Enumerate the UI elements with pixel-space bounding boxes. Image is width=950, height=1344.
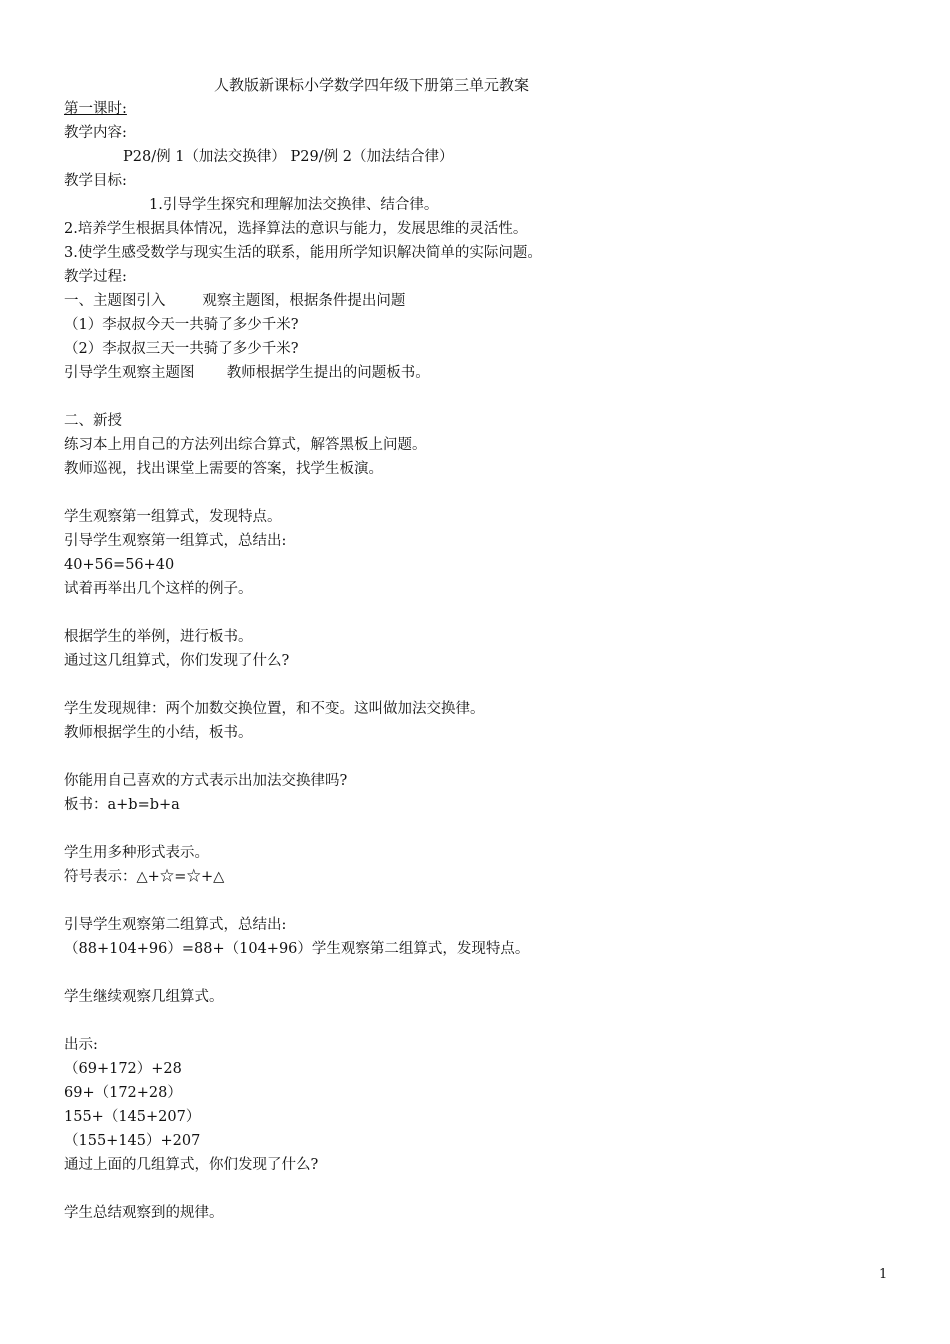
page-number: 1 — [879, 1267, 888, 1282]
text-line: 1.引导学生探究和理解加法交换律、结合律。 — [149, 197, 439, 213]
document-title: 人教版新课标小学数学四年级下册第三单元教案 — [214, 76, 530, 94]
text-line: 一、主题图引入 观察主题图，根据条件提出问题 — [64, 293, 406, 309]
text-line: 你能用自己喜欢的方式表示出加法交换律吗? — [64, 773, 348, 789]
text-line: 试着再举出几个这样的例子。 — [64, 581, 253, 597]
formula-line: 板书：a+b=b+a — [64, 797, 180, 813]
text-line: 教学过程: — [64, 269, 127, 285]
text-line: 教学目标: — [64, 173, 127, 189]
formula-line: 155+（145+207） — [64, 1109, 201, 1125]
section-heading: 二、新授 — [64, 413, 122, 429]
text-line: 学生总结观察到的规律。 — [64, 1205, 224, 1221]
formula-line: 符号表示：△+☆=☆+△ — [64, 869, 225, 885]
text-line: 教师根据学生的小结，板书。 — [64, 725, 253, 741]
lesson-heading: 第一课时: — [64, 101, 127, 117]
text-line: 学生用多种形式表示。 — [64, 845, 209, 861]
text-line: 根据学生的举例，进行板书。 — [64, 629, 253, 645]
formula-line: （88+104+96）=88+（104+96）学生观察第二组算式，发现特点。 — [64, 941, 530, 957]
text-line: 3.使学生感受数学与现实生活的联系，能用所学知识解决简单的实际问题。 — [64, 245, 542, 261]
text-line: 通过上面的几组算式，你们发现了什么? — [64, 1157, 319, 1173]
text-line: 学生发现规律：两个加数交换位置，和不变。这叫做加法交换律。 — [64, 701, 485, 717]
text-line: 教学内容: — [64, 125, 127, 141]
formula-line: （155+145）+207 — [64, 1133, 201, 1149]
text-line: （2）李叔叔三天一共骑了多少千米? — [64, 341, 299, 357]
text-line: （1）李叔叔今天一共骑了多少千米? — [64, 317, 299, 333]
text-line: 引导学生观察主题图 教师根据学生提出的问题板书。 — [64, 365, 430, 381]
formula-line: 69+（172+28） — [64, 1085, 182, 1101]
text-line: 通过这几组算式，你们发现了什么? — [64, 653, 290, 669]
text-line: 引导学生观察第一组算式，总结出: — [64, 533, 287, 549]
text-line: 2.培养学生根据具体情况，选择算法的意识与能力，发展思维的灵活性。 — [64, 221, 528, 237]
text-line: 学生继续观察几组算式。 — [64, 989, 224, 1005]
text-line: 学生观察第一组算式，发现特点。 — [64, 509, 282, 525]
text-line: 出示: — [64, 1037, 98, 1053]
text-line: 练习本上用自己的方法列出综合算式，解答黑板上问题。 — [64, 437, 427, 453]
text-line: P28/例 1（加法交换律） P29/例 2（加法结合律） — [123, 149, 454, 165]
text-line: 引导学生观察第二组算式，总结出: — [64, 917, 287, 933]
formula-line: （69+172）+28 — [64, 1061, 182, 1077]
text-line: 教师巡视，找出课堂上需要的答案，找学生板演。 — [64, 461, 383, 477]
formula-line: 40+56=56+40 — [64, 557, 175, 573]
